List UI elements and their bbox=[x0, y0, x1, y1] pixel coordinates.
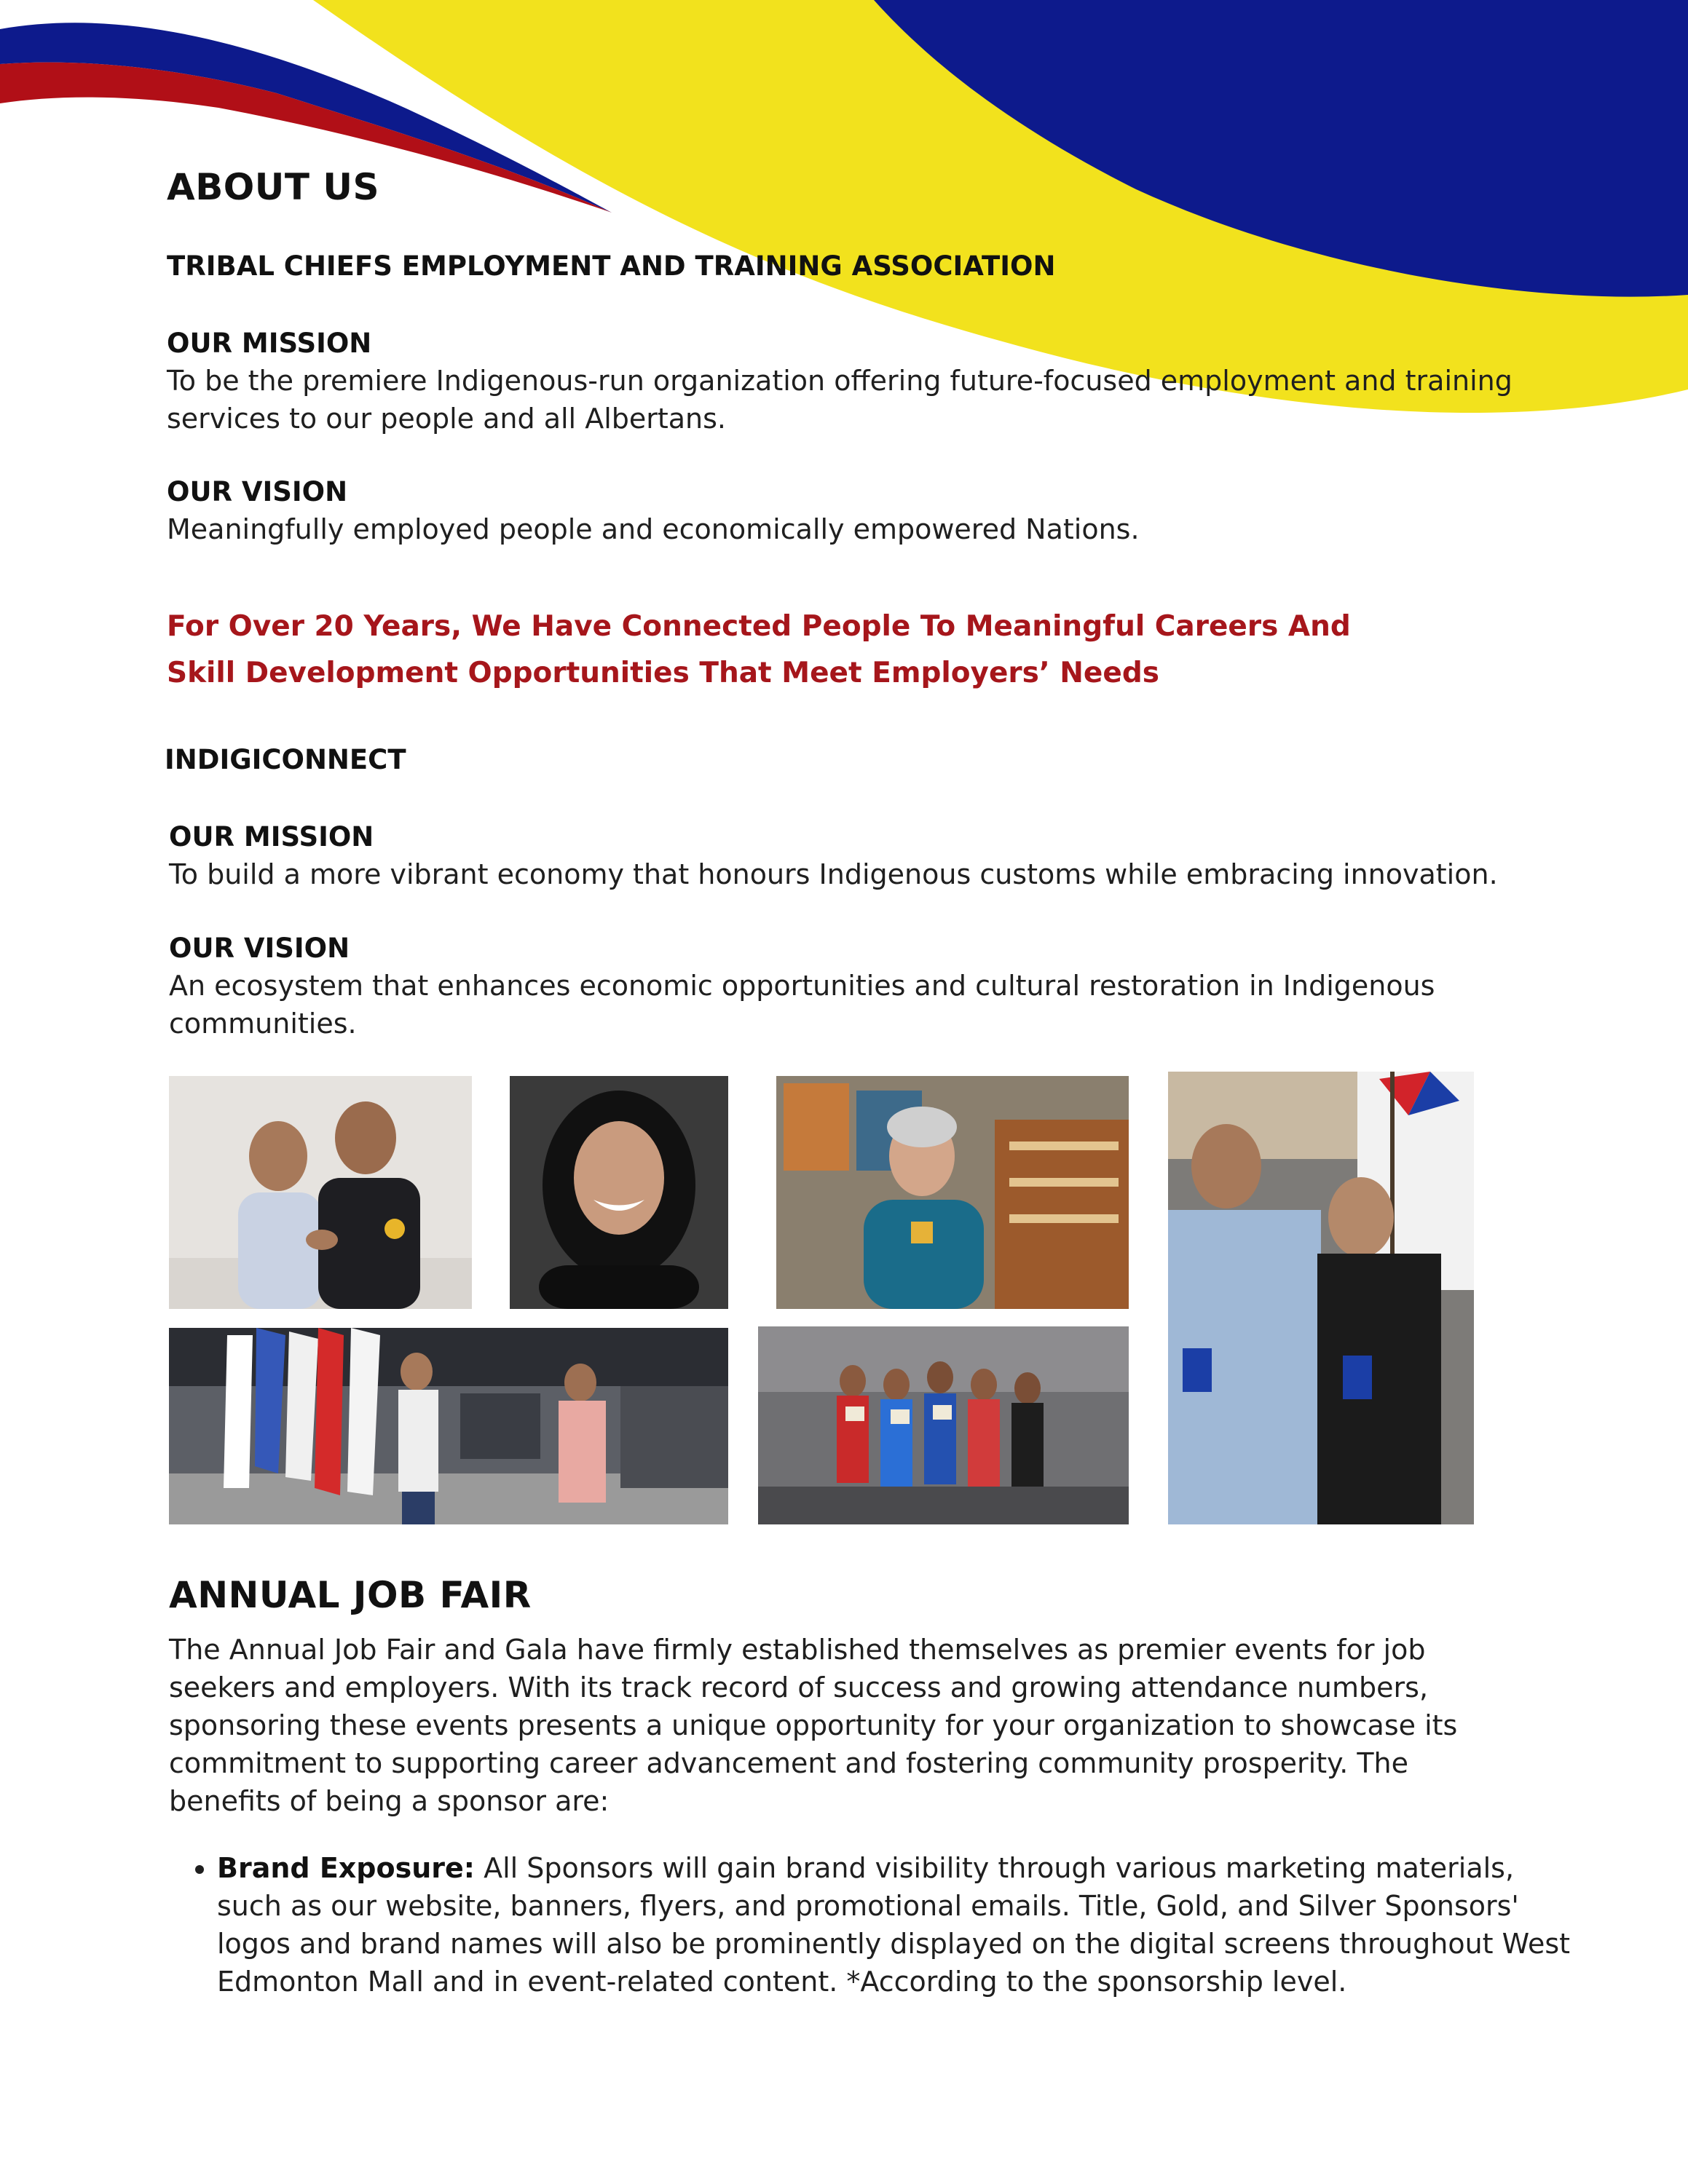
photo-elder-award bbox=[776, 1076, 1129, 1309]
benefit-text: All Sponsors will gain brand visibility through various marketing materials, such as our website, banners, flyers, and promotional emails. Title, Gold, and Silver Sponsors' logos and brand names will also be prominently displayed on the digital screens throughout West Edmonton Mall and in event-related content. *According to the sponsorship level. bbox=[217, 1852, 1571, 1998]
indiconnect-org-name: INDIGICONNECT bbox=[165, 744, 406, 775]
indiconnect-vision-heading: OUR VISION bbox=[169, 933, 350, 964]
tceta-vision-heading: OUR VISION bbox=[167, 476, 348, 507]
tceta-mission-text: To be the premiere Indigenous-run organization offering future-focused employment and training services to our people and all Albertans. bbox=[167, 365, 1513, 435]
photo-handshake bbox=[169, 1076, 472, 1309]
photo-portrait bbox=[510, 1076, 728, 1309]
indiconnect-mission-text: To build a more vibrant economy that honours Indigenous customs while embracing innovation. bbox=[169, 858, 1498, 890]
tagline: For Over 20 Years, We Have Connected People To Meaningful Careers And Skill Development Opportunities That Meet Employers’ Needs bbox=[167, 610, 1351, 689]
tceta-org-name: TRIBAL CHIEFS EMPLOYMENT AND TRAINING ASSOCIATION bbox=[167, 250, 1056, 282]
sponsor-benefits-list bbox=[169, 1849, 1571, 2001]
benefit-label: Brand Exposure: bbox=[217, 1852, 475, 1884]
tceta-vision-text: Meaningfully employed people and economically empowered Nations. bbox=[167, 513, 1140, 545]
tceta-mission-heading: OUR MISSION bbox=[167, 328, 372, 359]
indiconnect-vision-text: An ecosystem that enhances economic opportunities and cultural restoration in Indigenous communities. bbox=[169, 970, 1435, 1040]
page-title: ABOUT US bbox=[167, 166, 380, 208]
photo-flag-bearers bbox=[1168, 1072, 1474, 1524]
job-fair-heading: ANNUAL JOB FAIR bbox=[169, 1574, 532, 1616]
job-fair-intro: The Annual Job Fair and Gala have firmly established themselves as premier events for job seekers and employers. With its track record of success and growing attendance numbers, sponsoring these events presents a unique opportunity for your organization to showcase its commitment to supporting career advancement and fostering community prosperity. The benefits of being a sponsor are: bbox=[169, 1634, 1458, 1817]
indiconnect-mission-heading: OUR MISSION bbox=[169, 821, 374, 852]
photo-ribbon-skirts-group bbox=[758, 1326, 1129, 1524]
photo-grand-entry bbox=[169, 1328, 728, 1524]
benefit-item bbox=[217, 1849, 1571, 2001]
